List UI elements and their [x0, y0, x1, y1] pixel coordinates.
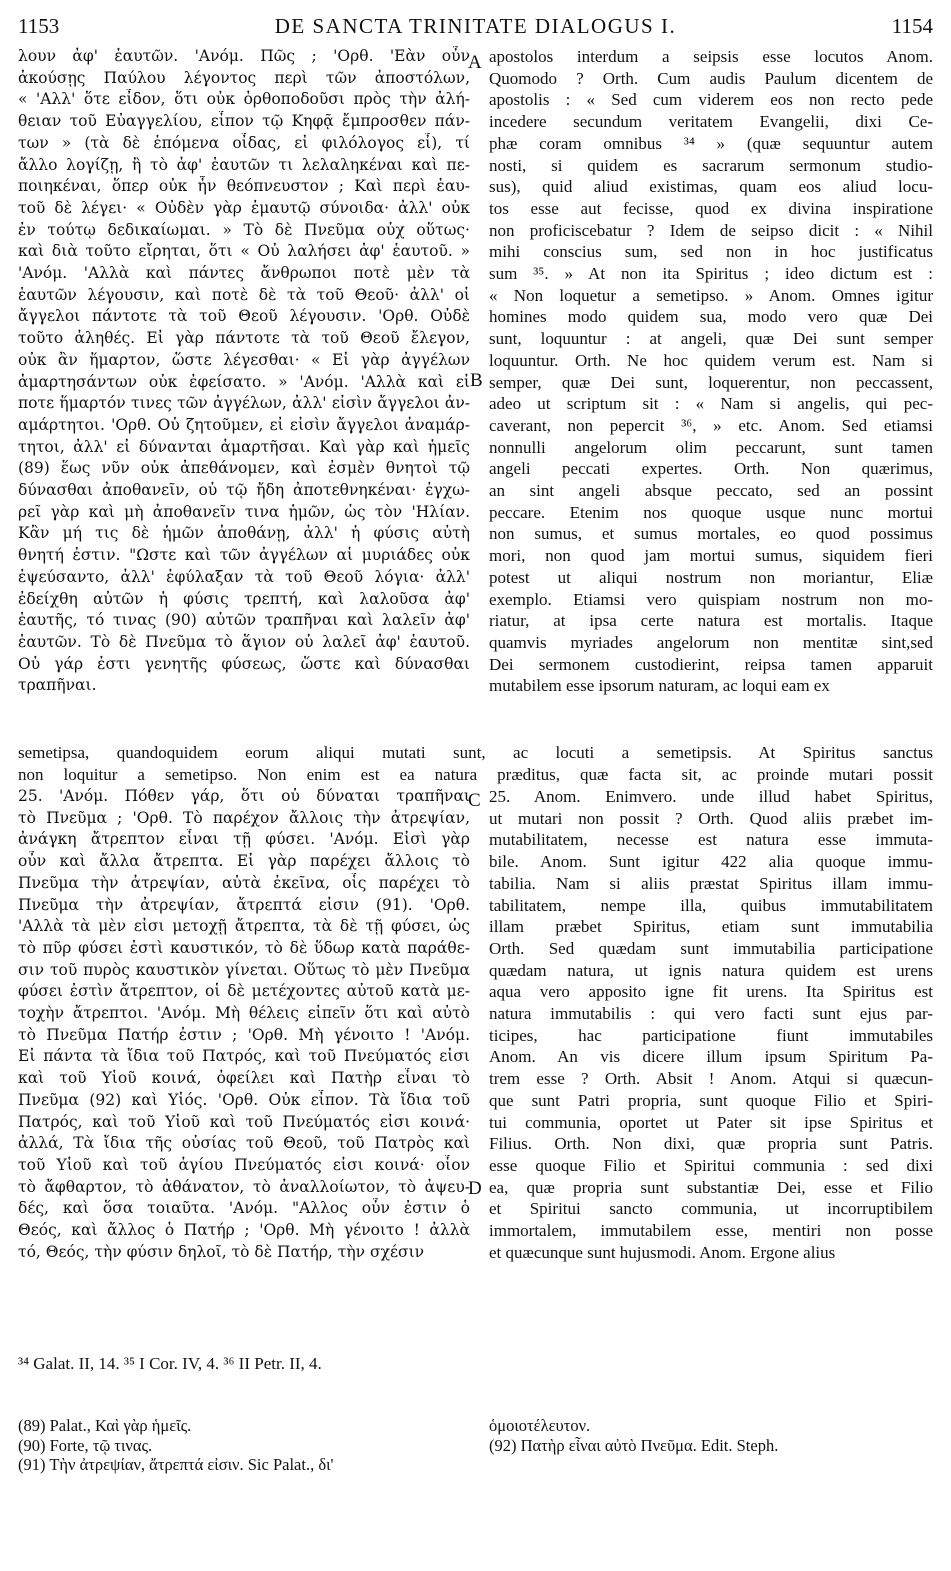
latin-text-line: adeo ut scriptum sit : « Nam si angelis, qui pec- [489, 394, 933, 414]
latin-text-line: incedere secundum veritatem Evangelii, dixi Ce- [489, 112, 933, 132]
latin-text-line: tos esse aut fecisse, quod ex divina inspiratione [489, 198, 933, 218]
latin-text-line: 25. Anom. Enimvero. unde illud habet Spiritus, [489, 787, 933, 806]
greek-text-line: των » (τὰ δὲ ἑπόμενα οἶδας, εἰ φιλόλογος εἶ), τί [18, 133, 470, 152]
latin-text-line: tui communia, oportet ut Pater sit ipse Spiritus et [489, 1112, 933, 1132]
variant-reading: (89) Palat., Καὶ γὰρ ἡμεῖς. [18, 1416, 192, 1435]
greek-text-line: αμάρτητοι. 'Ορθ. Οὐ ζητοῦμεν, εἰ εἰσὶν ἄγγελοι ἀναμάρ- [18, 415, 470, 434]
greek-text-line: τοῦ δὲ λέγει· « Οὐδὲν γὰρ ἐμαυτῷ σύνοιδα· ἀλλ' οὐκ [18, 198, 470, 217]
header-title: DE SANCTA TRINITATE DIALOGUS I. [274, 14, 677, 38]
greek-text-line: ἁμαρτησάντων οὐκ ἐφείσατο. » 'Ανόμ. 'Αλλὰ καὶ εἰ [18, 372, 470, 391]
greek-text-line: ἄλλο λογίζῃ, ἢ τὸ ἀφ' ἑαυτῶν τι λελαληκέναι καὶ πε- [18, 155, 470, 174]
latin-text-line: angeli peccati expertes. Orth. Non quærimus, [489, 459, 933, 479]
greek-text-line: ἐν τούτῳ δεδικαίωμαι. » Τὸ δὲ Πνεῦμα οὐχ οὕτως· [18, 220, 470, 239]
latin-text-line: Orth. Sed quædam sunt immutabilia participatione [489, 938, 933, 958]
latin-text-line: bile. Anom. Sunt igitur 422 alia quoque immu- [489, 852, 933, 872]
latin-text-line: potest ut aliqui nostrum non moriantur, Eliæ [489, 567, 933, 587]
variant-reading: (92) Πατὴρ εἶναι αὐτὸ Πνεῦμα. Edit. Steph. [489, 1435, 779, 1455]
greek-text-line: Εἰ πάντα τὰ ἴδια τοῦ Πατρός, καὶ τοῦ Πνεύματός εἰσι [18, 1047, 470, 1066]
latin-text-line: semper, quæ Dei sunt, loquerentur, non peccassent, [489, 372, 933, 392]
latin-text-line: phæ coram omnibus ³⁴ » (quæ sequuntur autem [489, 133, 933, 153]
greek-text-line: ἐδείχθη αὐτῶν ἡ φύσις τρεπτή, καὶ λαλοῦσα ἀφ' [18, 589, 470, 608]
greek-text-line: τὸ ἄφθαρτον, τὸ ἀθάνατον, τὸ ἀναλλοίωτον, τὸ ἀψευ- [18, 1177, 470, 1196]
variant-readings-left [18, 1416, 488, 1475]
greek-text-line: οὐκ ἂν ἥμαρτον, ὥστε λέγεσθαι· « Εἰ γὰρ ἀγγέλων [18, 350, 470, 369]
latin-text-line: nonnulli angelorum olim peccarunt, sunt tamen [489, 437, 933, 457]
latin-text-line: homines modo quidem sua, modo vero quæ Dei [489, 307, 933, 327]
latin-text-line: apostolis : « Sed cum viderem eos non recto pede [489, 90, 933, 110]
greek-text-line: οὖν καὶ ἄλλα ἄτρεπτα. Εἰ γὰρ παρέχει ἄλλοις τὸ [18, 852, 470, 871]
greek-text-line: τοχὴν ἄτρεπτοι. 'Ανόμ. Μὴ θέλεις εἰπεῖν ὅτι καὶ αὐτὸ [18, 1004, 470, 1023]
latin-text-line: sus), quid aliud existimas, quam eos aliud locu- [489, 177, 933, 197]
latin-text-line: non proficiscebatur ? Idem de seipso dicit : « Nihil [489, 220, 933, 240]
latin-text-line: Anom. An vis dicere illum ipsum Spiritum Pa- [489, 1047, 933, 1067]
greek-text-line: δές, καὶ ὅσα τοιαῦτα. 'Ανόμ. "Αλλος οὖν ἐστιν ὁ [18, 1199, 470, 1218]
greek-text-line: ποτε ἥμαρτόν τινες τῶν ἀγγέλων, ἀλλ' εἰσὶν ἄγγελοι ἀν- [18, 394, 470, 413]
latin-text-line: ticipes, hac participatione fiunt immutabiles [489, 1025, 933, 1045]
latin-text-line: Dei sermonem custodierint, reipsa tamen apparuit [489, 654, 933, 674]
greek-text-line: ἐψεύσαντο, ἀλλ' ἐφύλαξαν τὰ τοῦ Θεοῦ λόγια· ἀλλ' [18, 567, 470, 586]
latin-column-upper [489, 46, 933, 697]
full-width-passage [18, 742, 933, 785]
greek-text-line: καὶ διὰ τοῦτο εἴρηται, ὅτι « Οὐ λαλήσει ἀφ' ἑαυτοῦ. » [18, 242, 470, 261]
latin-text-line: apostolos interdum a seipsis esse locutos Anom. [489, 47, 933, 66]
latin-text-line: quamvis myriades angelorum non mentitæ sint,sed [489, 632, 933, 652]
greek-text-line: τὸ Πνεῦμα ; 'Ορθ. Τὸ παρέχον ἄλλοις τὴν ἀτρεψίαν, [18, 808, 470, 827]
greek-text-line: τραπῆναι. [18, 676, 97, 695]
spanning-text-line: semetipsa, quandoquidem eorum aliqui mutati sunt, ac locuti a semetipsis. At Spiritus sanctus [18, 743, 933, 762]
greek-text-line: σιν τοῦ πυρὸς καυστικὸν γίνεται. Οὕτως τὸ μὲν Πνεῦμα [18, 960, 470, 979]
latin-text-line: an sint angeli absque peccato, sed an possint [489, 481, 933, 501]
greek-text-line: Θεός, καὶ ἄλλος ὁ Πατήρ ; 'Ορθ. Μὴ γένοιτο ! ἀλλὰ [18, 1221, 470, 1240]
latin-text-line: tabilitatem, nempe illa, quibus immutabilitatem [489, 895, 933, 915]
greek-text-line: ἑαυτῆς, τό τινας (90) αὐτῶν τραπῆναι καὶ λαλεῖν ἀφ' [18, 611, 470, 630]
greek-text-line: θνητή ἐστιν. "Ωστε καὶ τῶν ἀγγέλων αἱ μυριάδες οὐκ [18, 546, 470, 565]
latin-column-lower [489, 786, 933, 1263]
greek-text-line: Πνεῦμα τὴν ἀτρεψίαν, ἄτρεπτά εἰσιν (91). 'Ορθ. [18, 895, 470, 914]
greek-text-line: 'Αλλὰ τὰ μὲν εἰσι μετοχῇ ἄτρεπτα, τὰ δὲ τῇ φύσει, ὡς [18, 917, 470, 936]
latin-text-line: ea, quæ propria sunt substantiæ Dei, esse et Filio [489, 1177, 933, 1197]
greek-text-line: ποιηκέναι, ὅπερ οὐκ ἦν θεόπνευστον ; Καὶ περὶ ἑαυ- [18, 177, 470, 196]
left-page-number: 1153 [18, 14, 60, 38]
greek-text-line: τό, Θεός, τὴν φύσιν δηλοῖ, τὸ δὲ Πατήρ, τὴν σχέσιν [18, 1242, 425, 1261]
latin-text-line: sum ³⁵. » At non ita Spiritus ; ideo dictum est : [489, 264, 933, 284]
greek-text-line: λουν ἀφ' ἑαυτῶν. 'Ανόμ. Πῶς ; 'Ορθ. 'Εὰν οὖν [18, 47, 470, 65]
greek-text-line: Κἂν μή τις δὲ ἡμῶν ἀποθάνῃ, ἀλλ' ἡ φύσις αὐτὴ [18, 524, 470, 543]
greek-text-line: Οὐ γάρ ἐστι γενητῆς φύσεως, ὥστε καὶ δύνασθαι [18, 654, 470, 673]
margin-marker-b: B [470, 370, 483, 391]
latin-text-line: trem esse ? Orth. Absit ! Anom. Atqui si quæcun- [489, 1069, 933, 1089]
greek-text-line: 'Ανόμ. 'Αλλὰ καὶ πάντες ἄνθρωποι ποτὲ μὲν τὰ [18, 264, 470, 283]
variant-readings-right [489, 1416, 929, 1455]
latin-text-line: peccare. Etenim nos quoque usque nunc mortui [489, 502, 933, 522]
latin-text-line: illam præbet Spiritus, etiam sunt immutabilia [489, 917, 933, 937]
latin-text-line: quædam natura, ut ignis natura quidem est urens [489, 960, 933, 980]
latin-text-line: Quomodo ? Orth. Cum audis Paulum dicentem de [489, 68, 933, 88]
latin-text-line: et quæcunque sunt hujusmodi. Anom. Ergone alius [489, 1242, 836, 1262]
greek-column-lower [18, 786, 470, 1263]
greek-text-line: τοῦτο ἀληθές. Εἰ γὰρ πάντοτε τὰ τοῦ Θεοῦ ἔλεγον, [18, 329, 470, 348]
latin-text-line: exemplo. Etiamsi vero quispiam nostrum non mo- [489, 589, 933, 609]
margin-marker-c: C [468, 790, 481, 811]
greek-text-line: καὶ τοῦ Υἱοῦ κοινά, ὀφείλει καὶ Πατὴρ εἶναι τὸ [18, 1069, 470, 1088]
latin-text-line: tabilia. Nam si aliis præstat Spiritus illam immu- [489, 873, 933, 893]
greek-text-line: Πνεῦμα τὴν ἀτρεψίαν, αὐτὰ ἐκεῖνα, οἷς παρέχει τὸ [18, 873, 470, 892]
greek-text-line: 25. 'Ανόμ. Πόθεν γάρ, ὅτι οὐ δύναται τραπῆναι [18, 787, 470, 805]
margin-marker-d: D [468, 1178, 482, 1199]
greek-text-line: Πατρός, καὶ τοῦ Υἱοῦ καὶ τοῦ Πνεύματός εἰσι κοινά· [18, 1112, 470, 1131]
greek-text-line: τοῦ Υἱοῦ καὶ τοῦ ἁγίου Πνεύματός εἰσι κοινά· οἷον [18, 1155, 470, 1174]
latin-text-line: et Spiritui sancto communia, ut incorruptibilem [489, 1199, 933, 1219]
greek-text-line: τητοι, ἀλλ' εἰ δύνανται ἁμαρτῆσαι. Καὶ γὰρ καὶ ἡμεῖς [18, 437, 470, 456]
greek-text-line: « 'Αλλ' ὅτε εἶδον, ὅτι οὐκ ὀρθοποδοῦσι πρὸς τὴν ἀλή- [18, 90, 470, 109]
greek-text-line: τὸ Πνεῦμα Πατήρ ἐστιν ; 'Ορθ. Μὴ γένοιτο ! 'Ανόμ. [18, 1025, 470, 1044]
latin-text-line: nosti, si quidem es sacrarum sermonum studio- [489, 155, 933, 175]
greek-text-line: Πνεῦμα (92) καὶ Υἱός. 'Ορθ. Οὐκ εἶπον. Τὰ ἴδια τοῦ [18, 1090, 470, 1109]
greek-text-line: ἑαυτῶν λέγουσιν, καὶ ποτὲ δὲ τὰ τοῦ Θεοῦ· ἀλλ' οἱ [18, 285, 470, 304]
greek-text-line: ἀκούσῃς Παύλου λέγοντος περὶ τῶν ἀποστόλων, [18, 68, 470, 87]
greek-text-line: δύνασθαι ἀποθανεῖν, οὐ τῷ ἤδη ἀποτεθνηκέναι· ἐγχω- [18, 481, 470, 500]
greek-text-line: φύσει ἐστὶν ἄτρεπτον, οἱ δὲ μετέχοντες αὐτοῦ κατὰ με- [18, 982, 470, 1001]
latin-text-line: loquuntur. Orth. Ne hoc quidem verum est. Nam si [489, 350, 933, 370]
spanning-text-line: non loquitur a semetipso. Non enim est ea natura præditus, quæ facta sit, ac proinde mutari possit [18, 764, 933, 784]
latin-text-line: ut mutari non possit ? Orth. Quod aliis præbet im- [489, 808, 933, 828]
latin-text-line: « Non loquetur a semetipso. » Anom. Omnes igitur [489, 285, 933, 305]
variant-reading: (90) Forte, τῷ τινας. [18, 1435, 153, 1455]
latin-text-line: esse quoque Filio et Spiritui communia : sed dixi [489, 1155, 933, 1175]
latin-text-line: caverant, non pepercit ³⁶, » etc. Anom. Sed etiamsi [489, 415, 933, 435]
latin-text-line: natura immutabilis : qui vero facti sunt ejus par- [489, 1004, 933, 1024]
latin-text-line: Filius. Orth. Non dixi, quæ propria sunt Patris. [489, 1134, 933, 1154]
latin-text-line: que sunt Patri propria, sunt quoque Filio et Spiri- [489, 1090, 933, 1110]
latin-text-line: immortalem, immutabilem esse, mentiri non posse [489, 1221, 933, 1241]
latin-text-line: non sumus, et sumus mortales, eo quod possimus [489, 524, 933, 544]
latin-text-line: mihi conscius sum, sed non in hoc justificatus [489, 242, 933, 262]
latin-text-line: aqua vero apposito igne fit urens. Ita Spiritus est [489, 982, 933, 1002]
latin-text-line: sunt, loquuntur : at angeli, quæ Dei sunt semper [489, 329, 933, 349]
greek-text-line: τὸ πῦρ φύσει ἐστὶ καυστικόν, τὸ δὲ ὕδωρ κατὰ παράθε- [18, 938, 470, 957]
latin-text-line: mutabilitatem, necesse est natura esse immuta- [489, 830, 933, 850]
greek-text-line: ἀλλά, Τὰ ἴδια τῆς οὐσίας τοῦ Θεοῦ, τοῦ Πατρὸς καὶ [18, 1134, 470, 1153]
greek-text-line: ρεῖ γὰρ καὶ μὴ ἀποθανεῖν τινα ἡμῶν, ὡς τὸν 'Ηλίαν. [18, 502, 470, 521]
variant-reading: ὁμοιοτέλευτον. [489, 1416, 591, 1435]
latin-text-line: riatur, at ipsa certe natura est mortalis. Itaque [489, 611, 933, 631]
right-page-number: 1154 [891, 14, 933, 38]
greek-column-upper [18, 46, 470, 697]
greek-text-line: ἄγγελοι πάντοτε τὰ τοῦ Θεοῦ λέγουσιν. 'Ορθ. Οὐδὲ [18, 307, 470, 326]
latin-text-line: mutabilem esse ipsorum naturam, ac loqui eam ex [489, 676, 830, 696]
greek-text-line: ἀνάγκη ἄτρεπτον εἶναι τῇ φύσει. 'Ανόμ. Εἰσὶ γὰρ [18, 830, 470, 849]
margin-marker-a: A [468, 52, 482, 73]
variant-reading: (91) Τὴν ἀτρεψίαν, ἄτρεπτά εἰσιν. Sic Palat., δι' [18, 1455, 334, 1474]
latin-text-line: mori, non quod jam mortui sumus, siquidem fieri [489, 546, 933, 566]
greek-text-line: (89) ἕως νῦν οὐκ ἀπεθάνομεν, καὶ ἐσμὲν θνητοὶ τῷ [18, 459, 470, 478]
greek-text-line: θειαν τοῦ Εὐαγγελίου, εἶπον τῷ Κηφᾷ ἔμπροσθεν πάν- [18, 112, 470, 131]
running-header [18, 14, 933, 44]
greek-text-line: ἑαυτῶν. Τὸ δὲ Πνεῦμα τὸ ἅγιον οὐ λαλεῖ ἀφ' ἑαυτοῦ. [18, 632, 470, 651]
footnotes: ³⁴ Galat. II, 14. ³⁵ I Cor. IV, 4. ³⁶ II Petr. II, 4. [18, 1354, 322, 1373]
